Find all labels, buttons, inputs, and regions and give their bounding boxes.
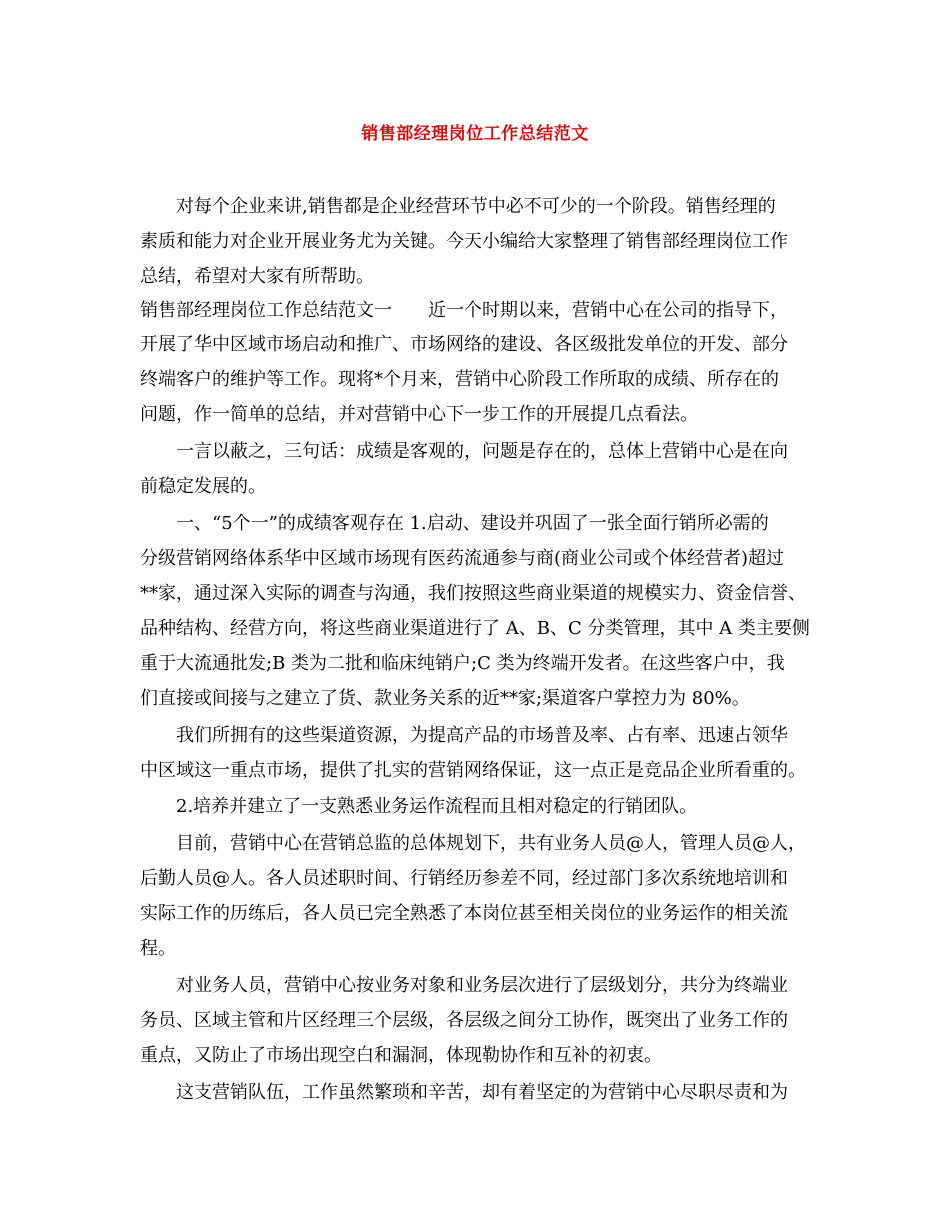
body-line: 品种结构、经营方向，将这些商业渠道进行了 A、B、C 分类管理，其中 A 类主要侧 (140, 618, 810, 639)
body-line: 终端客户的维护等工作。现将*个月来，营销中心阶段工作所取的成绩、所存在的 (140, 369, 779, 390)
body-line: 对每个企业来讲,销售都是企业经营环节中必不可少的一个阶段。销售经理的 (176, 196, 776, 217)
document-title: 销售部经理岗位工作总结范文 (361, 124, 589, 144)
body-line: 问题，作一简单的总结，并对营销中心下一步工作的开展提几点看法。 (140, 404, 698, 425)
body-line: 重点，又防止了市场出现空白和漏洞，体现勒协作和互补的初衷。 (140, 1045, 662, 1066)
body-line: 目前，营销中心在营销总监的总体规划下，共有业务人员@人，管理人员@人， (176, 833, 806, 854)
body-line: 中区域这一重点市场，提供了扎实的营销网络保证，这一点正是竞品企业所看重的。 (140, 760, 806, 781)
body-line: 务员、区域主管和片区经理三个层级，各层级之间分工协作，既突出了业务工作的 (140, 1010, 788, 1031)
body-line: 前稳定发展的。 (140, 476, 266, 497)
body-line: 开展了华中区域市场启动和推广、市场网络的建设、各区级批发单位的开发、部分 (140, 334, 788, 355)
body-line: **家，通过深入实际的调查与沟通，我们按照这些商业渠道的规模实力、资金信誉、 (140, 583, 806, 604)
body-line: 对业务人员，营销中心按业务对象和业务层次进行了层级划分，共分为终端业 (176, 975, 788, 996)
body-line: 后勤人员@人。各人员述职时间、行销经历参差不同，经过部门多次系统地培训和 (140, 868, 788, 889)
body-line: 重于大流通批发;B 类为二批和临床纯销户;C 类为终端开发者。在这些客户中，我 (140, 653, 785, 674)
body-line: 们直接或间接与之建立了货、款业务关系的近**家;渠道客户掌控力为 80%。 (140, 688, 750, 709)
body-line: 素质和能力对企业开展业务尤为关键。今天小编给大家整理了销售部经理岗位工作 (140, 231, 788, 252)
body-line: 我们所拥有的这些渠道资源，为提高产品的市场普及率、占有率、迅速占领华 (176, 725, 788, 746)
body-line: 销售部经理岗位工作总结范文一 近一个时期以来，营销中心在公司的指导下， (140, 300, 788, 321)
body-line: 2.培养并建立了一支熟悉业务运作流程而且相对稳定的行销团队。 (176, 796, 698, 817)
body-line: 分级营销网络体系华中区域市场现有医药流通参与商(商业公司或个体经营者)超过 (140, 548, 785, 569)
body-line: 总结，希望对大家有所帮助。 (140, 266, 374, 287)
body-line: 这支营销队伍，工作虽然繁琐和辛苦，却有着坚定的为营销中心尽职尽责和为 (176, 1082, 788, 1103)
body-line: 一、“5个一”的成绩客观存在 1.启动、建设并巩固了一张全面行销所必需的 (176, 513, 769, 534)
body-line: 一言以蔽之，三句话：成绩是客观的，问题是存在的，总体上营销中心是在向 (176, 441, 788, 462)
body-line: 实际工作的历练后，各人员已完全熟悉了本岗位甚至相关岗位的业务运作的相关流 (140, 903, 788, 924)
body-line: 程。 (140, 938, 176, 959)
